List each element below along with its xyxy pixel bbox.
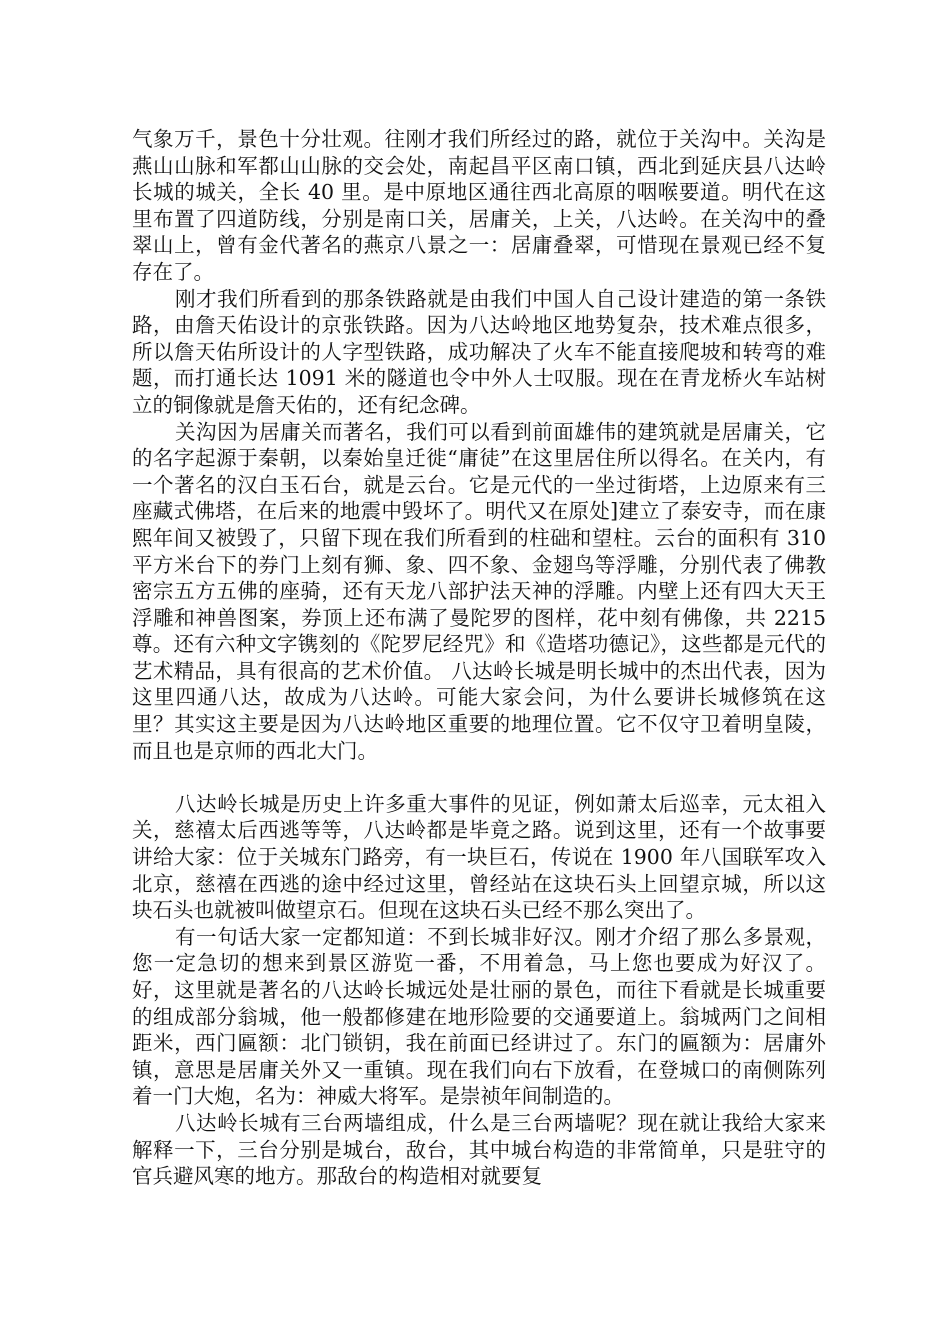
paragraph-haohan: 有一句话大家一定都知道：不到长城非好汉。刚才介绍了那么多景观，您一定急切的想来到景区游览一番，不用着急，马上您也要成为好汉了。好，这里就是著名的八达岭长城远处是壮丽的景色，而往下看就是长城重要的组成部分翁城，他一般都修建在地形险要的交通要道上。翁城两门之间相距米，西门匾额：北门锁钥，我在前面已经讲过了。东门的匾额为：居庸外镇，意思是居庸关外又一重镇。现在我们向右下放看，在登城口的南侧陈列着一门大炮，名为：神威大将军。是崇祯年间制造的。 — [132, 924, 826, 1109]
paragraph-santai: 八达岭长城有三台两墙组成，什么是三台两墙呢？现在就让我给大家来解释一下，三台分别是城台，敌台，其中城台构造的非常简单，只是驻守的官兵避风寒的地方。那敌台的构造相对就要复 — [132, 1110, 826, 1189]
paragraph-spacer — [132, 764, 826, 791]
paragraph-juyongguan: 关沟因为居庸关而著名，我们可以看到前面雄伟的建筑就是居庸关，它的名字起源于秦朝，以秦始皇迁徙“庸徒”在这里居住所以得名。在关内，有一个著名的汉白玉石台，就是云台。它是元代的一坐过街塔，上边原来有三座藏式佛塔，在后来的地震中毁坏了。明代又在原处]建立了泰安寺，而在康熙年间又被毁了，只留下现在我们所看到的柱础和望柱。云台的面积有 310 平方米台下的券门上刻有狮、象、四不象、金翅鸟等浮雕，分别代表了佛教密宗五方五佛的座骑，还有天龙八部护法天神的浮雕。内壁上还有四大天王浮雕和神兽图案，券顶上还布满了曼陀罗的图样，花中刻有佛像，共 2215 尊。还有六种文字镌刻的《陀罗尼经咒》和《造塔功德记》，这些都是元代的艺术精品，具有很高的艺术价值。 八达岭长城是明长城中的杰出代表，因为这里四通八达，故成为八达岭。可能大家会问，为什么要讲长城修筑在这里？其实这主要是因为八达岭地区重要的地理位置。它不仅守卫着明皇陵，而且也是京师的西北大门。 — [132, 419, 826, 763]
paragraph-history: 八达岭长城是历史上许多重大事件的见证，例如萧太后巡幸，元太祖入关，慈禧太后西逃等等，八达岭都是毕竟之路。说到这里，还有一个故事要讲给大家：位于关城东门路旁，有一块巨石，传说在 1900 年八国联军攻入北京，慈禧在西逃的途中经过这里，曾经站在这块石头上回望京城，所以这块石头也就被叫做望京石。但现在这块石头已经不那么突出了。 — [132, 791, 826, 923]
paragraph-guangou: 气象万千，景色十分壮观。往刚才我们所经过的路，就位于关沟中。关沟是燕山山脉和军都山山脉的交会处，南起昌平区南口镇，西北到延庆县八达岭长城的城关，全长 40 里。是中原地区通往西北高原的咽喉要道。明代在这里布置了四道防线，分别是南口关，居庸关，上关，八达岭。在关沟中的叠翠山上，曾有金代著名的燕京八景之一：居庸叠翠，可惜现在景观已经不复存在了。 — [132, 127, 826, 284]
document-page — [132, 126, 826, 1190]
paragraph-railway: 刚才我们所看到的那条铁路就是由我们中国人自己设计建造的第一条铁路，由詹天佑设计的京张铁路。因为八达岭地区地势复杂，技术难点很多，所以詹天佑所设计的人字型铁路，成功解决了火车不能直接爬坡和转弯的难题，而打通长达 1091 米的隧道也令中外人士叹服。现在在青龙桥火车站树立的铜像就是詹天佑的，还有纪念碑。 — [132, 286, 826, 417]
